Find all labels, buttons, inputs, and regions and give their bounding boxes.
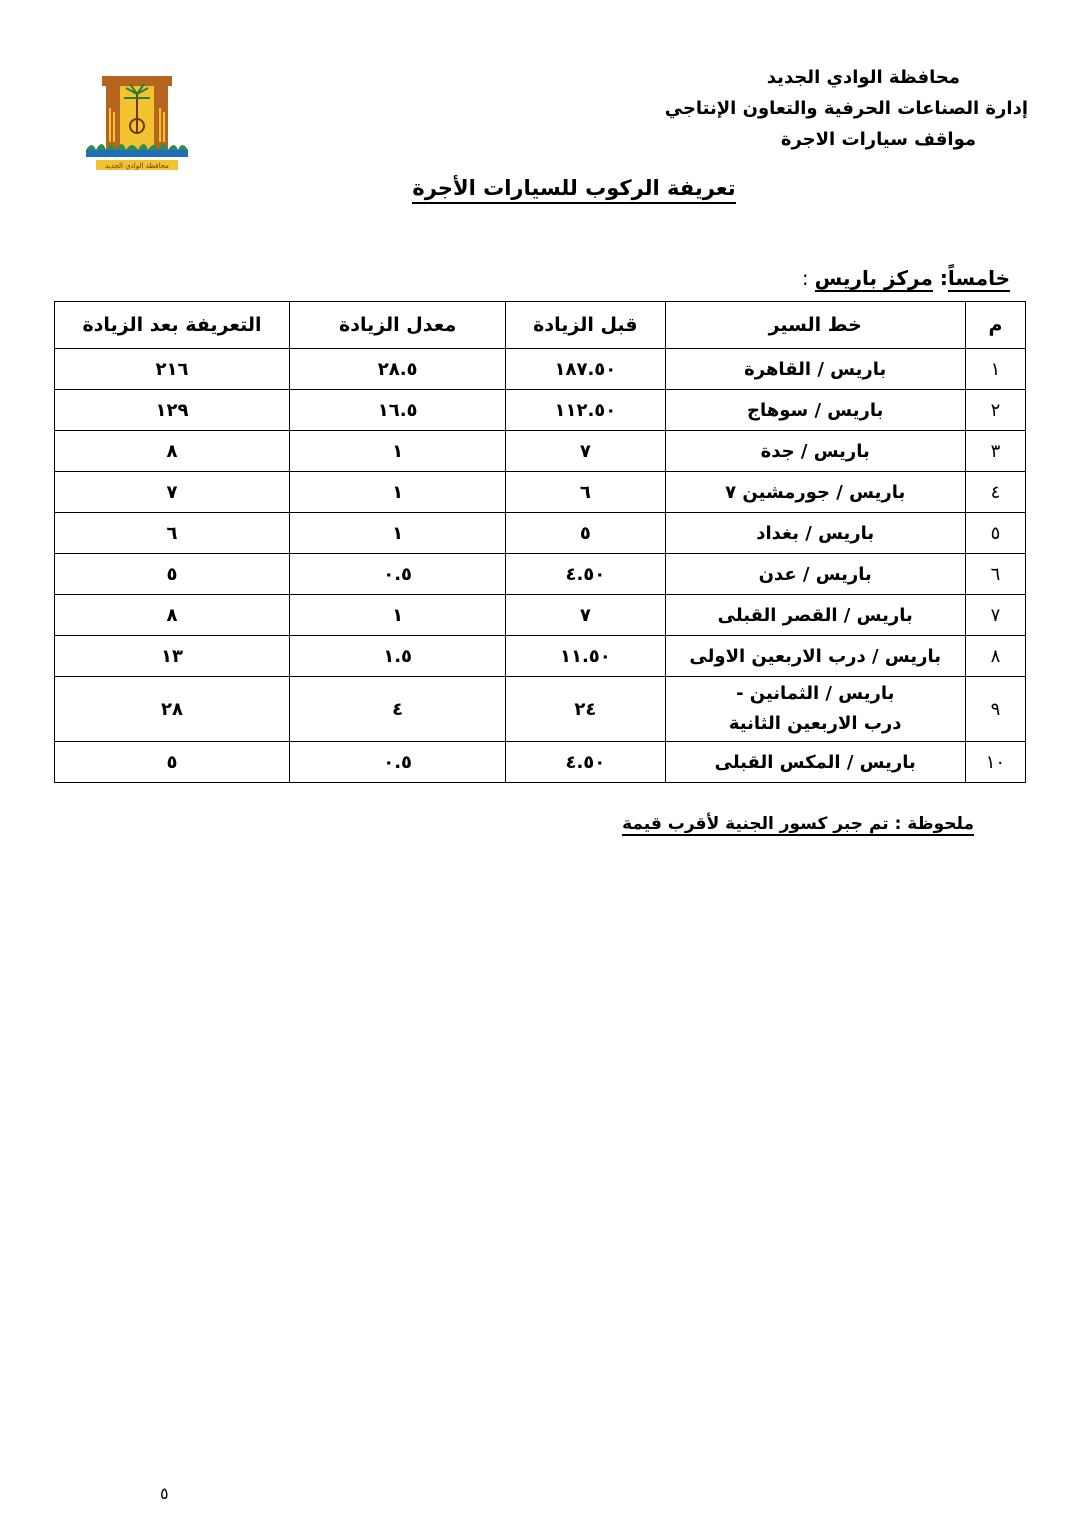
header-route: خط السير [665, 302, 965, 349]
row-rate: ١ [289, 431, 505, 472]
row-no: ٥ [965, 513, 1025, 554]
header-fare-after-increase: التعريفة بعد الزيادة [55, 302, 290, 349]
table-row [55, 742, 1026, 783]
department-name: إدارة الصناعات الحرفية والتعاون الإنتاجي [664, 98, 1028, 119]
header-increase-rate: معدل الزيادة [289, 302, 505, 349]
row-route: باريس / المكس القبلى [665, 742, 965, 783]
row-after: ٦ [55, 513, 290, 554]
row-rate: ١ [289, 513, 505, 554]
row-after: ١٢٩ [55, 390, 290, 431]
row-before: ١١٢.٥٠ [506, 390, 665, 431]
row-before: ١١.٥٠ [506, 636, 665, 677]
row-after: ٥ [55, 742, 290, 783]
row-no: ٨ [965, 636, 1025, 677]
row-route: باريس / بغداد [665, 513, 965, 554]
row-before: ٥ [506, 513, 665, 554]
logo-caption: محافظة الوادي الجديد [105, 162, 169, 170]
table-row [55, 390, 1026, 431]
row-rate: ٠.٥ [289, 554, 505, 595]
row-route: باريس / درب الاربعين الاولى [665, 636, 965, 677]
table-row [55, 472, 1026, 513]
section-separator: : [939, 266, 948, 290]
fare-table [54, 301, 1026, 783]
table-row [55, 431, 1026, 472]
section-name: مركز باريس [814, 266, 933, 290]
table-row [55, 595, 1026, 636]
governorate-name: محافظة الوادي الجديد [766, 67, 960, 88]
row-after: ٢١٦ [55, 349, 290, 390]
row-route: باريس / الثمانين - درب الاربعين الثانية [665, 677, 965, 742]
row-rate: ١٦.٥ [289, 390, 505, 431]
row-before: ١٨٧.٥٠ [506, 349, 665, 390]
row-rate: ٠.٥ [289, 742, 505, 783]
row-no: ٢ [965, 390, 1025, 431]
header-no: م [965, 302, 1025, 349]
document-title: تعريفة الركوب للسيارات الأجرة [412, 176, 735, 204]
row-before: ٧ [506, 431, 665, 472]
division-name: مواقف سيارات الاجرة [780, 129, 976, 150]
row-route: باريس / سوهاج [665, 390, 965, 431]
table-row [55, 677, 1026, 742]
section-number: خامساً [947, 266, 1010, 290]
row-before: ٢٤ [506, 677, 665, 742]
row-no: ١٠ [965, 742, 1025, 783]
row-after: ٧ [55, 472, 290, 513]
row-rate: ٢٨.٥ [289, 349, 505, 390]
row-route: باريس / جدة [665, 431, 965, 472]
table-row [55, 513, 1026, 554]
row-after: ٥ [55, 554, 290, 595]
row-route: باريس / جورمشين ٧ [665, 472, 965, 513]
section-trailing-colon: : [801, 266, 809, 290]
row-no: ٧ [965, 595, 1025, 636]
row-before: ٧ [506, 595, 665, 636]
row-no: ٣ [965, 431, 1025, 472]
row-no: ١ [965, 349, 1025, 390]
row-after: ٨ [55, 431, 290, 472]
row-route: باريس / القصر القبلى [665, 595, 965, 636]
row-rate: ١ [289, 595, 505, 636]
table-row [55, 554, 1026, 595]
row-rate: ١.٥ [289, 636, 505, 677]
table-row [55, 349, 1026, 390]
document-header [608, 62, 1028, 155]
row-before: ٤.٥٠ [506, 742, 665, 783]
row-after: ٢٨ [55, 677, 290, 742]
table-header-row [55, 302, 1026, 349]
rounding-note: ملحوظة : تم جبر كسور الجنية لأقرب قيمة [622, 814, 974, 834]
row-route: باريس / عدن [665, 554, 965, 595]
row-no: ٩ [965, 677, 1025, 742]
row-after: ٨ [55, 595, 290, 636]
document-title-wrap [0, 176, 1080, 204]
row-route: باريس / القاهرة [665, 349, 965, 390]
row-rate: ١ [289, 472, 505, 513]
table-row [55, 636, 1026, 677]
row-no: ٤ [965, 472, 1025, 513]
row-no: ٦ [965, 554, 1025, 595]
row-rate: ٤ [289, 677, 505, 742]
governorate-logo [82, 68, 192, 178]
page-number: ٥ [160, 1484, 169, 1503]
row-after: ١٣ [55, 636, 290, 677]
header-before-increase: قبل الزيادة [506, 302, 665, 349]
row-before: ٦ [506, 472, 665, 513]
section-heading [796, 266, 1010, 290]
row-before: ٤.٥٠ [506, 554, 665, 595]
